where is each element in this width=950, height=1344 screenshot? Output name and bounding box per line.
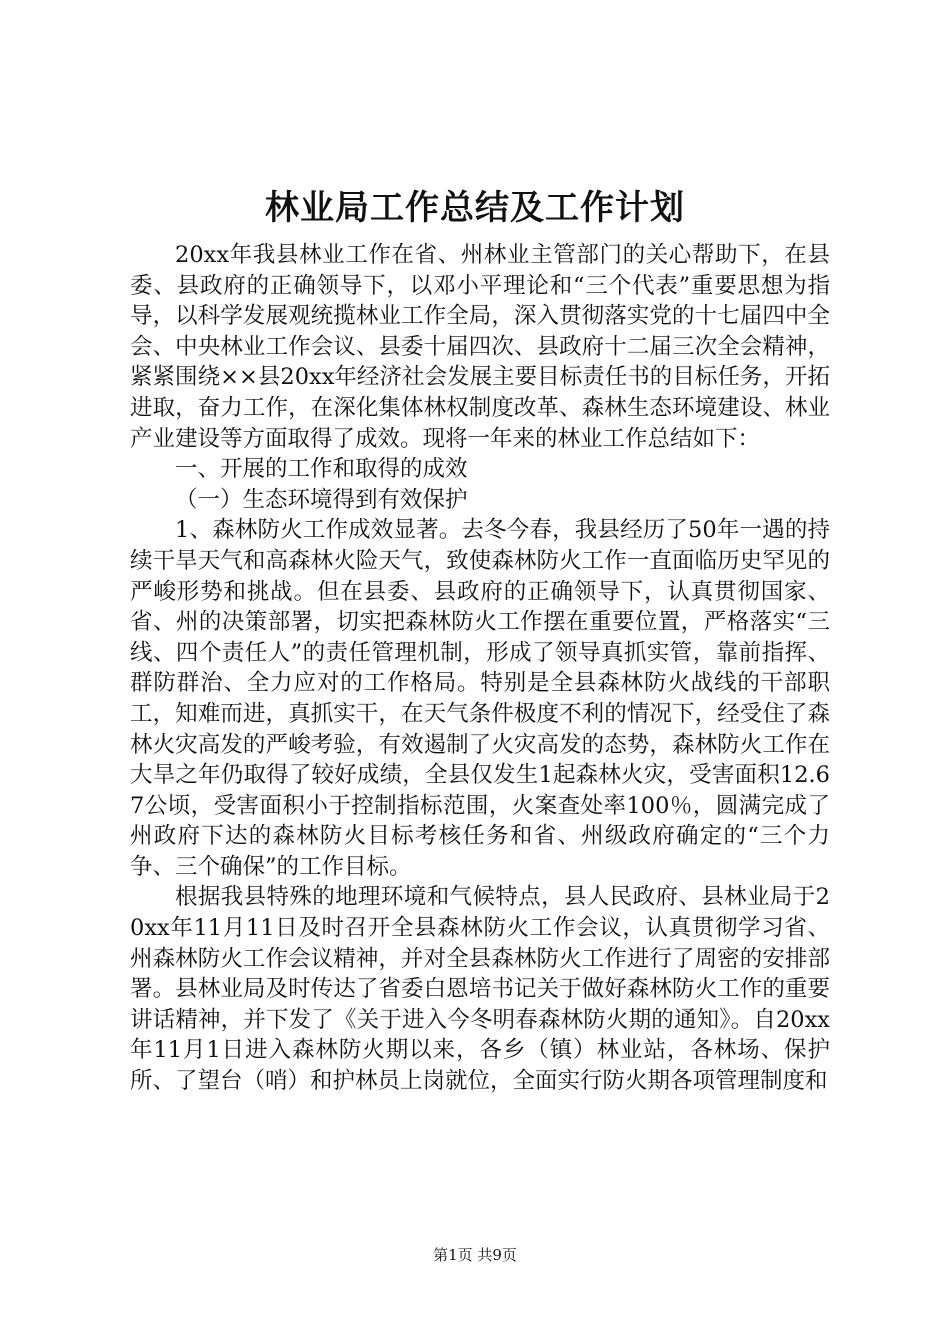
paragraph-intro: 20xx年我县林业工作在省、州林业主管部门的关心帮助下，在县委、县政府的正确领导下，以邓小平理论和“三个代表”重要思想为指导，以科学发展观统揽林业工作全局，深入贯彻落实党的十七届四中全会、中央林业工作会议、县委十届四次、县政府十二届三次全会精神，紧紧围绕××县20xx年经济社会发展主要目标责任书的目标任务，开拓进取，奋力工作，在深化集体林权制度改革、森林生态环境建设、林业产业建设等方面取得了成效。现将一年来的林业工作总结如下： bbox=[130, 242, 830, 452]
subsection-heading: （一）生态环境得到有效保护 bbox=[175, 486, 468, 513]
section-heading: 一、开展的工作和取得的成效 bbox=[175, 456, 468, 483]
paragraph-fire-prevention: 1、森林防火工作成效显著。去冬今春，我县经历了50年一遇的持续干旱天气和高森林火险天气，致使森林防火工作一直面临历史罕见的严峻形势和挑战。但在县委、县政府的正确领导下，认真贯彻国家、省、州的决策部署，切实把森林防火工作摆在重要位置，严格落实“三线、四个责任人”的责任管理机制，形成了领导真抓实管，靠前指挥、群防群治、全力应对的工作格局。特别是全县森林防火战线的干部职工，知难而进，真抓实干，在天气条件极度不利的情况下，经受住了森林火灾高发的严峻考验，有效遏制了火灾高发的态势，森林防火工作在大旱之年仍取得了较好成绩，全县仅发生1起森林火灾，受害面积12.67公顷，受害面积小于控制指标范围，火案查处率100％，圆满完成了州政府下达的森林防火目标考核任务和省、州级政府确定的“三个力争、三个确保”的工作目标。 bbox=[130, 517, 830, 880]
document-title: 林业局工作总结及工作计划 bbox=[265, 188, 685, 228]
page-footer: 第1页 共9页 bbox=[433, 1246, 517, 1264]
document-body bbox=[130, 240, 830, 1097]
paragraph-fire-meeting: 根据我县特殊的地理环境和气候特点，县人民政府、县林业局于20xx年11月11日及时召开全县森林防火工作会议，认真贯彻学习省、州森林防火工作会议精神，并对全县森林防火工作进行了周密的安排部署。县林业局及时传达了省委白恩培书记关于做好森林防火工作的重要讲话精神，并下发了《关于进入今冬明春森林防火期的通知》。自20xx年11月1日进入森林防火期以来，各乡（镇）林业站，各林场、保护所、了望台（哨）和护林员上岗就位，全面实行防火期各项管理制度和 bbox=[130, 884, 830, 1095]
